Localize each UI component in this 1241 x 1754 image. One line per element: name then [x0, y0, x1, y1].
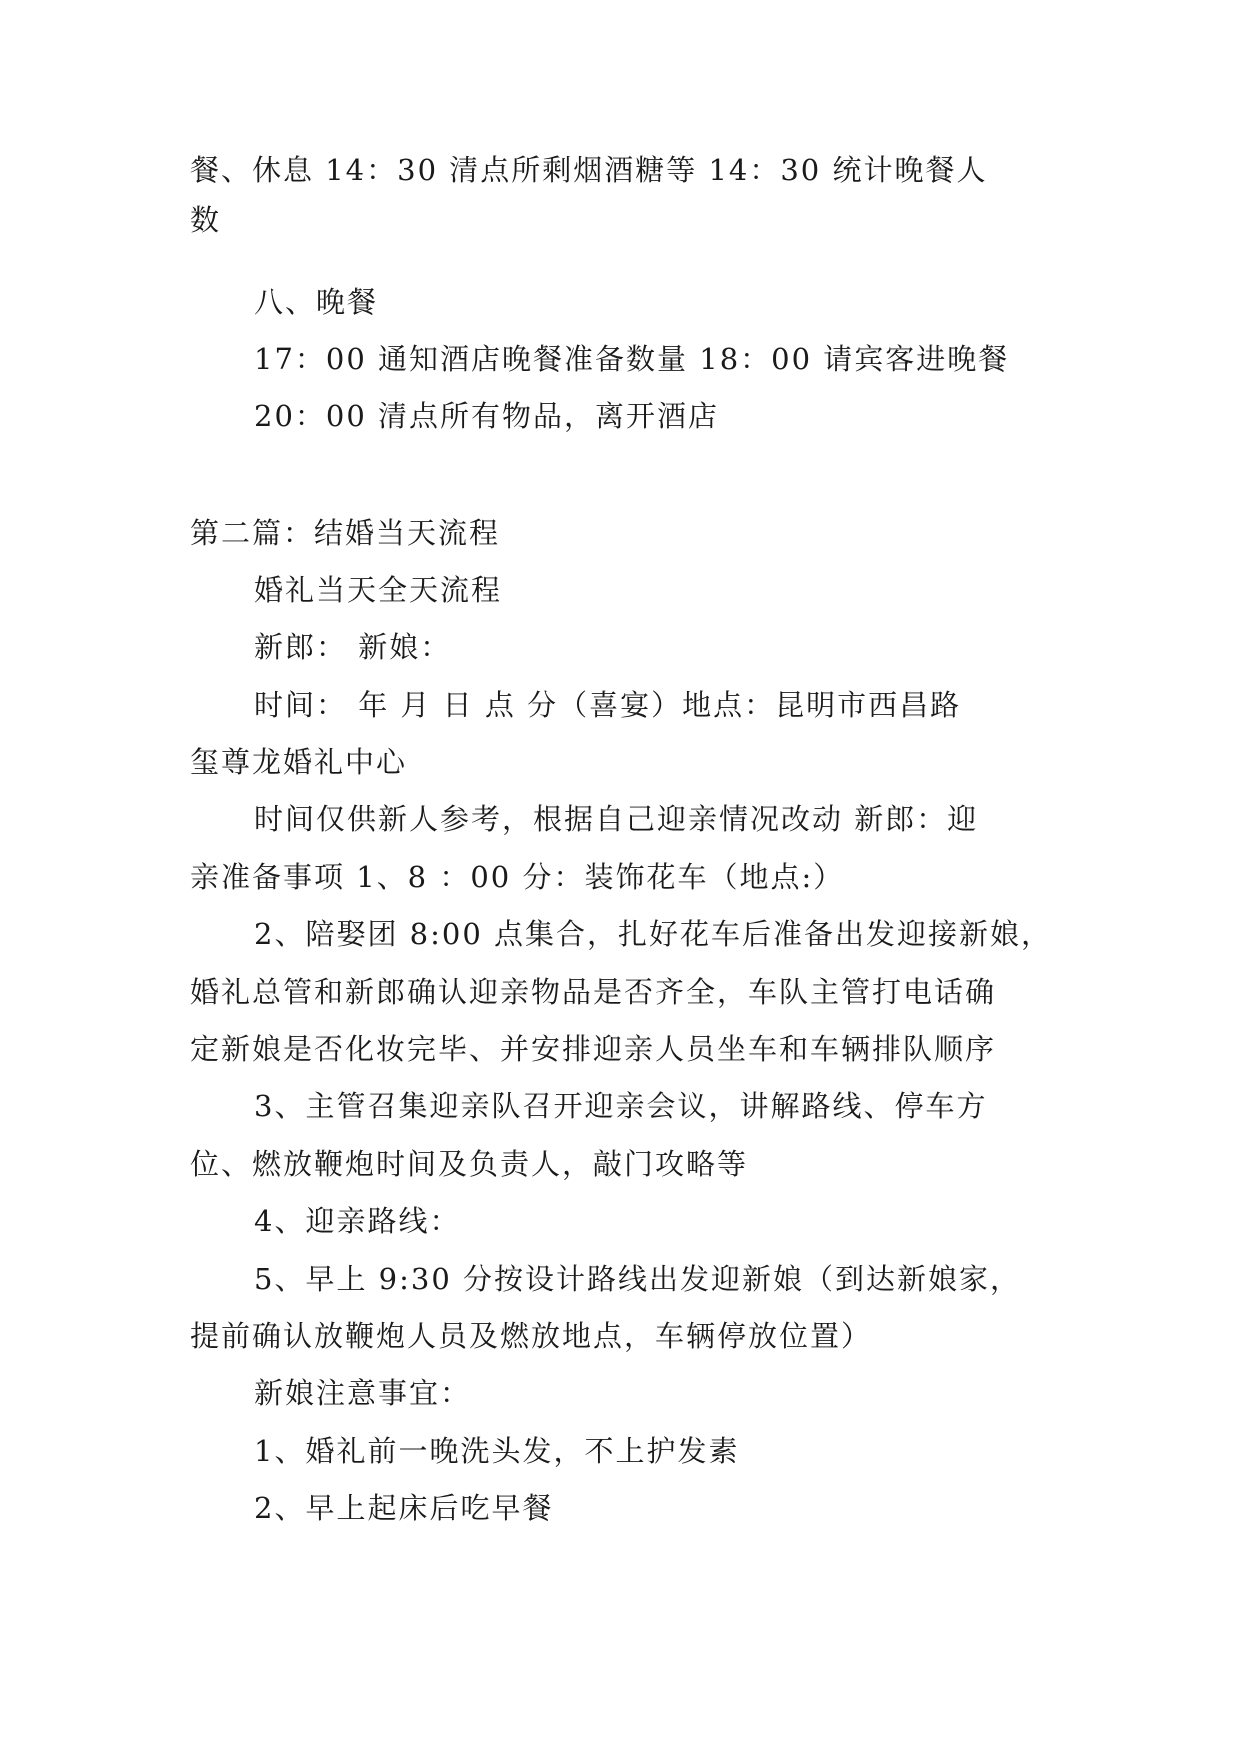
- text-line: 20：00 清点所有物品，离开酒店: [254, 399, 720, 433]
- text-line: 数: [190, 203, 222, 237]
- text-line: 2、早上起床后吃早餐: [254, 1491, 554, 1525]
- text-line: 2、陪娶团 8:00 点集合，扎好花车后准备出发迎接新娘，: [254, 917, 1053, 951]
- chapter-title: 第二篇：结婚当天流程: [190, 516, 501, 550]
- text-line: 玺尊龙婚礼中心: [190, 745, 408, 779]
- text-line: 时间： 年 月 日 点 分（喜宴）地点：昆明市西昌路: [254, 688, 962, 722]
- text-line: 4、迎亲路线：: [254, 1204, 461, 1238]
- text-line: 定新娘是否化妆完毕、并安排迎亲人员坐车和车辆排队顺序: [190, 1032, 997, 1066]
- section-heading: 婚礼当天全天流程: [254, 573, 503, 607]
- text-line: 3、主管召集迎亲队召开迎亲会议，讲解路线、停车方: [254, 1089, 988, 1123]
- text-line: 位、燃放鞭炮时间及负责人，敲门攻略等: [190, 1147, 749, 1181]
- text-line: 餐、休息 14：30 清点所剩烟酒糖等 14：30 统计晚餐人: [190, 153, 988, 187]
- text-line: 提前确认放鞭炮人员及燃放地点，车辆停放位置）: [190, 1319, 873, 1353]
- section-heading: 八、晚餐: [254, 285, 379, 319]
- text-line: 17：00 通知酒店晚餐准备数量 18：00 请宾客进晚餐: [254, 342, 1010, 376]
- text-line: 亲准备事项 1、8 ：00 分：装饰花车（地点:）: [190, 860, 845, 894]
- text-line: 新郎： 新娘：: [254, 630, 452, 664]
- text-line: 5、早上 9:30 分按设计路线出发迎新娘（到达新娘家，: [254, 1262, 1022, 1296]
- text-line: 婚礼总管和新郎确认迎亲物品是否齐全，车队主管打电话确: [190, 975, 997, 1009]
- section-heading: 新娘注意事宜：: [254, 1376, 472, 1410]
- text-line: 1、婚礼前一晚洗头发，不上护发素: [254, 1434, 740, 1468]
- text-line: 时间仅供新人参考，根据自己迎亲情况改动 新郎：迎: [254, 802, 979, 836]
